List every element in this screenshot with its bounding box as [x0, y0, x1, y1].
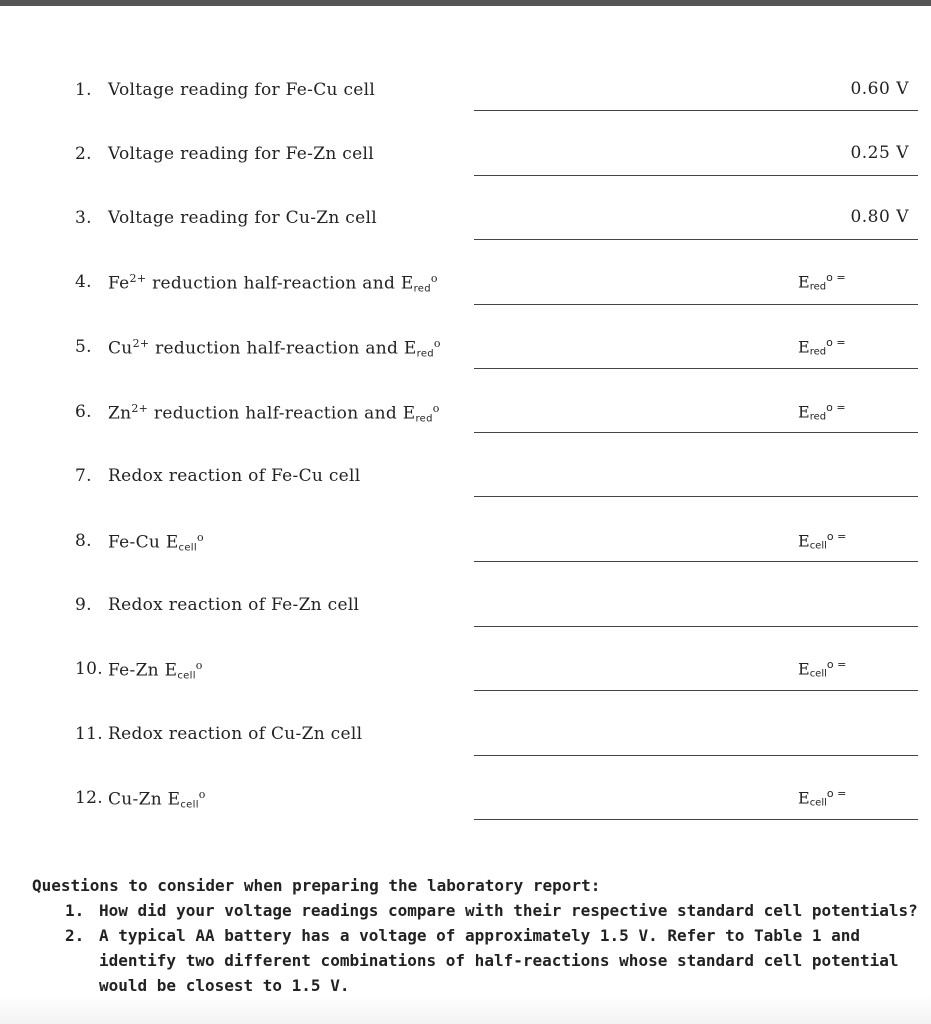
label-subscript: cell: [178, 542, 197, 554]
item-number: 2.: [75, 144, 92, 164]
answer-formula[interactable]: [798, 271, 846, 292]
formula-degree-equals: o =: [826, 530, 847, 543]
formula-degree-equals: o =: [826, 401, 846, 414]
item-number: 8.: [75, 531, 92, 551]
answer-line[interactable]: [474, 561, 918, 562]
item-number: 9.: [75, 595, 92, 615]
worksheet-row-12: [0, 788, 931, 818]
answer-line[interactable]: [474, 110, 918, 111]
answer-line[interactable]: [474, 175, 918, 176]
formula-symbol: E: [798, 272, 810, 292]
item-label: [108, 402, 440, 425]
question-number: 2.: [65, 926, 85, 945]
ion-charge: 2+: [132, 337, 150, 350]
question-text: How did your voltage readings compare with their respective standard cell potentials?: [99, 901, 918, 920]
answer-line[interactable]: [474, 819, 918, 820]
answer-formula[interactable]: [798, 336, 846, 357]
item-number: 10.: [75, 659, 103, 679]
item-label: [108, 337, 441, 360]
degree-symbol: o: [195, 659, 203, 672]
formula-subscript: red: [809, 346, 827, 358]
item-label: [108, 531, 204, 554]
item-label: [108, 272, 438, 295]
worksheet-row-3: [0, 208, 931, 238]
answer-value[interactable]: 0.25 V: [850, 143, 909, 163]
questions-heading: Questions to consider when preparing the laboratory report:: [32, 876, 601, 895]
worksheet-row-4: [0, 272, 931, 302]
answer-line[interactable]: [474, 626, 918, 627]
ion-symbol: Zn: [108, 403, 132, 424]
item-number: 3.: [75, 208, 92, 228]
item-label: [108, 659, 203, 682]
label-subscript: red: [413, 283, 431, 295]
degree-symbol: o: [430, 272, 438, 285]
answer-line[interactable]: [474, 239, 918, 240]
item-number: 5.: [75, 337, 92, 357]
degree-symbol: o: [433, 337, 441, 350]
ion-symbol: Cu: [108, 338, 133, 359]
answer-line[interactable]: [474, 690, 918, 691]
item-number: 4.: [75, 272, 92, 292]
formula-symbol: E: [798, 402, 810, 422]
worksheet-row-10: [0, 659, 931, 689]
degree-symbol: o: [196, 531, 204, 544]
formula-symbol: E: [798, 788, 810, 808]
ion-symbol: Fe: [108, 273, 130, 294]
formula-subscript: cell: [809, 540, 827, 552]
item-label: Voltage reading for Fe-Zn cell: [108, 144, 374, 164]
answer-formula[interactable]: [798, 787, 846, 808]
question-item: [32, 923, 922, 998]
answer-formula[interactable]: [798, 401, 846, 422]
answer-line[interactable]: [474, 368, 918, 369]
item-label: Redox reaction of Cu-Zn cell: [108, 724, 363, 744]
formula-symbol: E: [798, 337, 810, 357]
formula-subscript: red: [809, 281, 827, 293]
label-text: reduction half-reaction and E: [146, 273, 414, 294]
item-label: Redox reaction of Fe-Zn cell: [108, 595, 360, 615]
worksheet-row-2: [0, 144, 931, 174]
label-text: reduction half-reaction and E: [148, 403, 416, 424]
worksheet-row-7: [0, 466, 931, 496]
answer-line[interactable]: [474, 755, 918, 756]
label-text: Cu-Zn E: [108, 789, 181, 810]
item-number: 11.: [75, 724, 103, 744]
item-number: 1.: [75, 80, 92, 100]
item-number: 6.: [75, 402, 92, 422]
ion-charge: 2+: [129, 272, 147, 285]
formula-symbol: E: [798, 531, 810, 551]
answer-value[interactable]: 0.60 V: [850, 79, 909, 99]
formula-symbol: E: [798, 659, 810, 679]
label-text: Fe-Zn E: [108, 660, 178, 681]
degree-symbol: o: [198, 788, 206, 801]
label-subscript: red: [416, 348, 434, 360]
worksheet-row-6: [0, 402, 931, 432]
formula-degree-equals: o =: [826, 787, 847, 800]
label-subscript: red: [415, 413, 433, 425]
label-subscript: cell: [177, 670, 196, 682]
worksheet-row-11: [0, 724, 931, 754]
worksheet-row-9: [0, 595, 931, 625]
ion-charge: 2+: [131, 402, 149, 415]
label-text: Fe-Cu E: [108, 532, 179, 553]
answer-formula[interactable]: [798, 530, 846, 551]
item-label: Redox reaction of Fe-Cu cell: [108, 466, 361, 486]
answer-formula[interactable]: [798, 658, 846, 679]
answer-line[interactable]: [474, 496, 918, 497]
item-label: Voltage reading for Fe-Cu cell: [108, 80, 376, 100]
formula-subscript: cell: [809, 668, 827, 680]
formula-degree-equals: o =: [826, 658, 847, 671]
formula-subscript: cell: [809, 797, 827, 809]
question-text: A typical AA battery has a voltage of approximately 1.5 V. Refer to Table 1 and identify two different combinations of half-reactions whose standard cell potential would be closest to 1.5 V.: [99, 926, 899, 995]
worksheet-row-1: [0, 80, 931, 110]
answer-line[interactable]: [474, 304, 918, 305]
answer-line[interactable]: [474, 432, 918, 433]
item-number: 7.: [75, 466, 92, 486]
formula-degree-equals: o =: [826, 336, 846, 349]
degree-symbol: o: [432, 402, 440, 415]
worksheet-row-8: [0, 531, 931, 561]
label-subscript: cell: [180, 799, 199, 811]
question-number: 1.: [65, 901, 85, 920]
questions-section: [32, 873, 922, 998]
item-label: [108, 788, 206, 811]
window-top-bar: [0, 0, 931, 6]
label-text: reduction half-reaction and E: [149, 338, 417, 359]
item-number: 12.: [75, 788, 103, 808]
bottom-shadow: [0, 995, 931, 1024]
formula-degree-equals: o =: [826, 271, 846, 284]
question-item: [32, 898, 922, 923]
worksheet-row-5: [0, 337, 931, 367]
formula-subscript: red: [809, 411, 827, 423]
item-label: Voltage reading for Cu-Zn cell: [108, 208, 377, 228]
answer-value[interactable]: 0.80 V: [850, 207, 909, 227]
